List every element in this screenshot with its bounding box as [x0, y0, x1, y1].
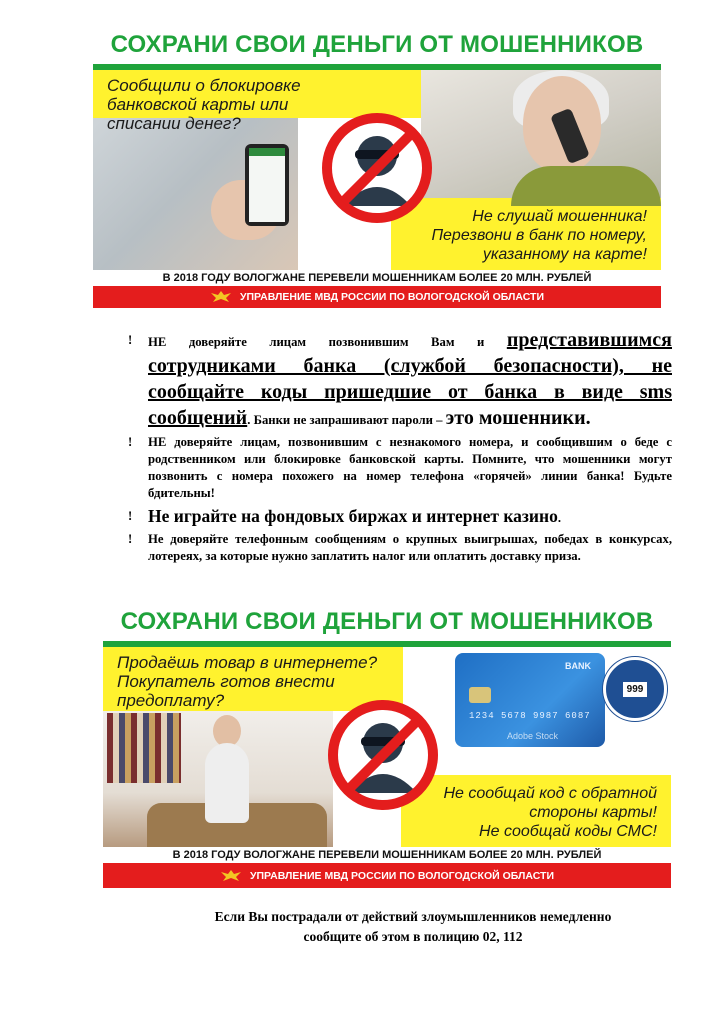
stock-watermark: Adobe Stock [507, 731, 559, 741]
footer-bar [93, 286, 661, 308]
poster-advice: Не сообщай код с обратной стороны карты! Не сообщай коды СМС! [443, 785, 657, 840]
poster-title: СОХРАНИ СВОИ ДЕНЬГИ ОТ МОШЕННИКОВ [120, 608, 654, 635]
card-bank-label: BANK [565, 661, 591, 671]
eagle-emblem-icon [220, 869, 242, 883]
list-item: ! Не доверяйте телефонным сообщениям о крупных выигрышах, победах в конкурсах, лотереях, за которые нужно заплатить налог или оплатить доставку приза. [128, 532, 672, 563]
eagle-emblem-icon [210, 290, 232, 304]
footer-bar [103, 863, 671, 888]
no-fraudster-icon [319, 110, 435, 226]
bullet-mark: ! [128, 509, 133, 523]
advice-list [128, 328, 672, 567]
bullet-mark: ! [128, 435, 133, 449]
statistic-strip: В 2018 ГОДУ ВОЛОГЖАНЕ ПЕРЕВЕЛИ МОШЕННИКАМ БОЛЕЕ 20 МЛН. РУБЛЕЙ [103, 847, 671, 863]
no-fraudster-icon [325, 697, 441, 813]
footer-text: УПРАВЛЕНИЕ МВД РОССИИ ПО ВОЛОГОДСКОЙ ОБЛАСТИ [239, 291, 545, 303]
girl-figure [205, 743, 249, 823]
poster-title: СОХРАНИ СВОИ ДЕНЬГИ ОТ МОШЕННИКОВ [110, 31, 644, 58]
bullet-mark: ! [128, 532, 133, 546]
cvv-code: 999 [623, 682, 648, 697]
poster-card-fraud [103, 603, 671, 888]
smartphone-icon [245, 144, 289, 226]
bullet-mark: ! [128, 333, 133, 347]
poster-phone-fraud [93, 26, 661, 308]
statistic-strip: В 2018 ГОДУ ВОЛОГЖАНЕ ПЕРЕВЕЛИ МОШЕННИКАМ БОЛЕЕ 20 МЛН. РУБЛЕЙ [93, 270, 661, 286]
poster-question: Продаёшь товар в интернете? Покупатель готов внести предоплату? [117, 653, 378, 710]
poster-advice: Не слушай мошенника! Перезвони в банк по номеру, указанному на карте! [431, 208, 647, 263]
poster-illustration [93, 70, 661, 270]
poster-question: Сообщили о блокировке банковской карты или списании денег? [107, 76, 301, 133]
closing-note: Если Вы пострадали от действий злоумышленников немедленно сообщите об этом в полицию 02, 112 [214, 909, 612, 944]
list-item: ! НЕ доверяйте лицам, позвонившим с незнакомого номера, и сообщившим о беде с родственником или блокировке банковской карты. Помните, что мошенники могут позвонить с номера похожего на номер телефона «горячей» линии банка! Будьте бдительны! [128, 435, 672, 500]
list-item: ! НЕ доверяйте лицам позвонившим Вам и представившимся сотрудниками банка (службой безопасности), не сообщайте коды пришедшие от банка в виде sms сообщений. Банки не запрашивают пароли – это мошенники. [128, 329, 672, 429]
bank-card-icon [455, 653, 605, 747]
footer-text: УПРАВЛЕНИЕ МВД РОССИИ ПО ВОЛОГОДСКОЙ ОБЛАСТИ [249, 869, 555, 882]
clothes-rack [107, 713, 181, 783]
photo-elderly-woman [421, 70, 661, 198]
chip-icon [469, 687, 491, 703]
poster-illustration [103, 647, 671, 847]
cvv-zoom-icon [603, 657, 667, 721]
card-number: 1234 5678 9987 6087 [469, 711, 591, 721]
list-item: ! Не играйте на фондовых биржах и интернет казино. [128, 506, 562, 526]
